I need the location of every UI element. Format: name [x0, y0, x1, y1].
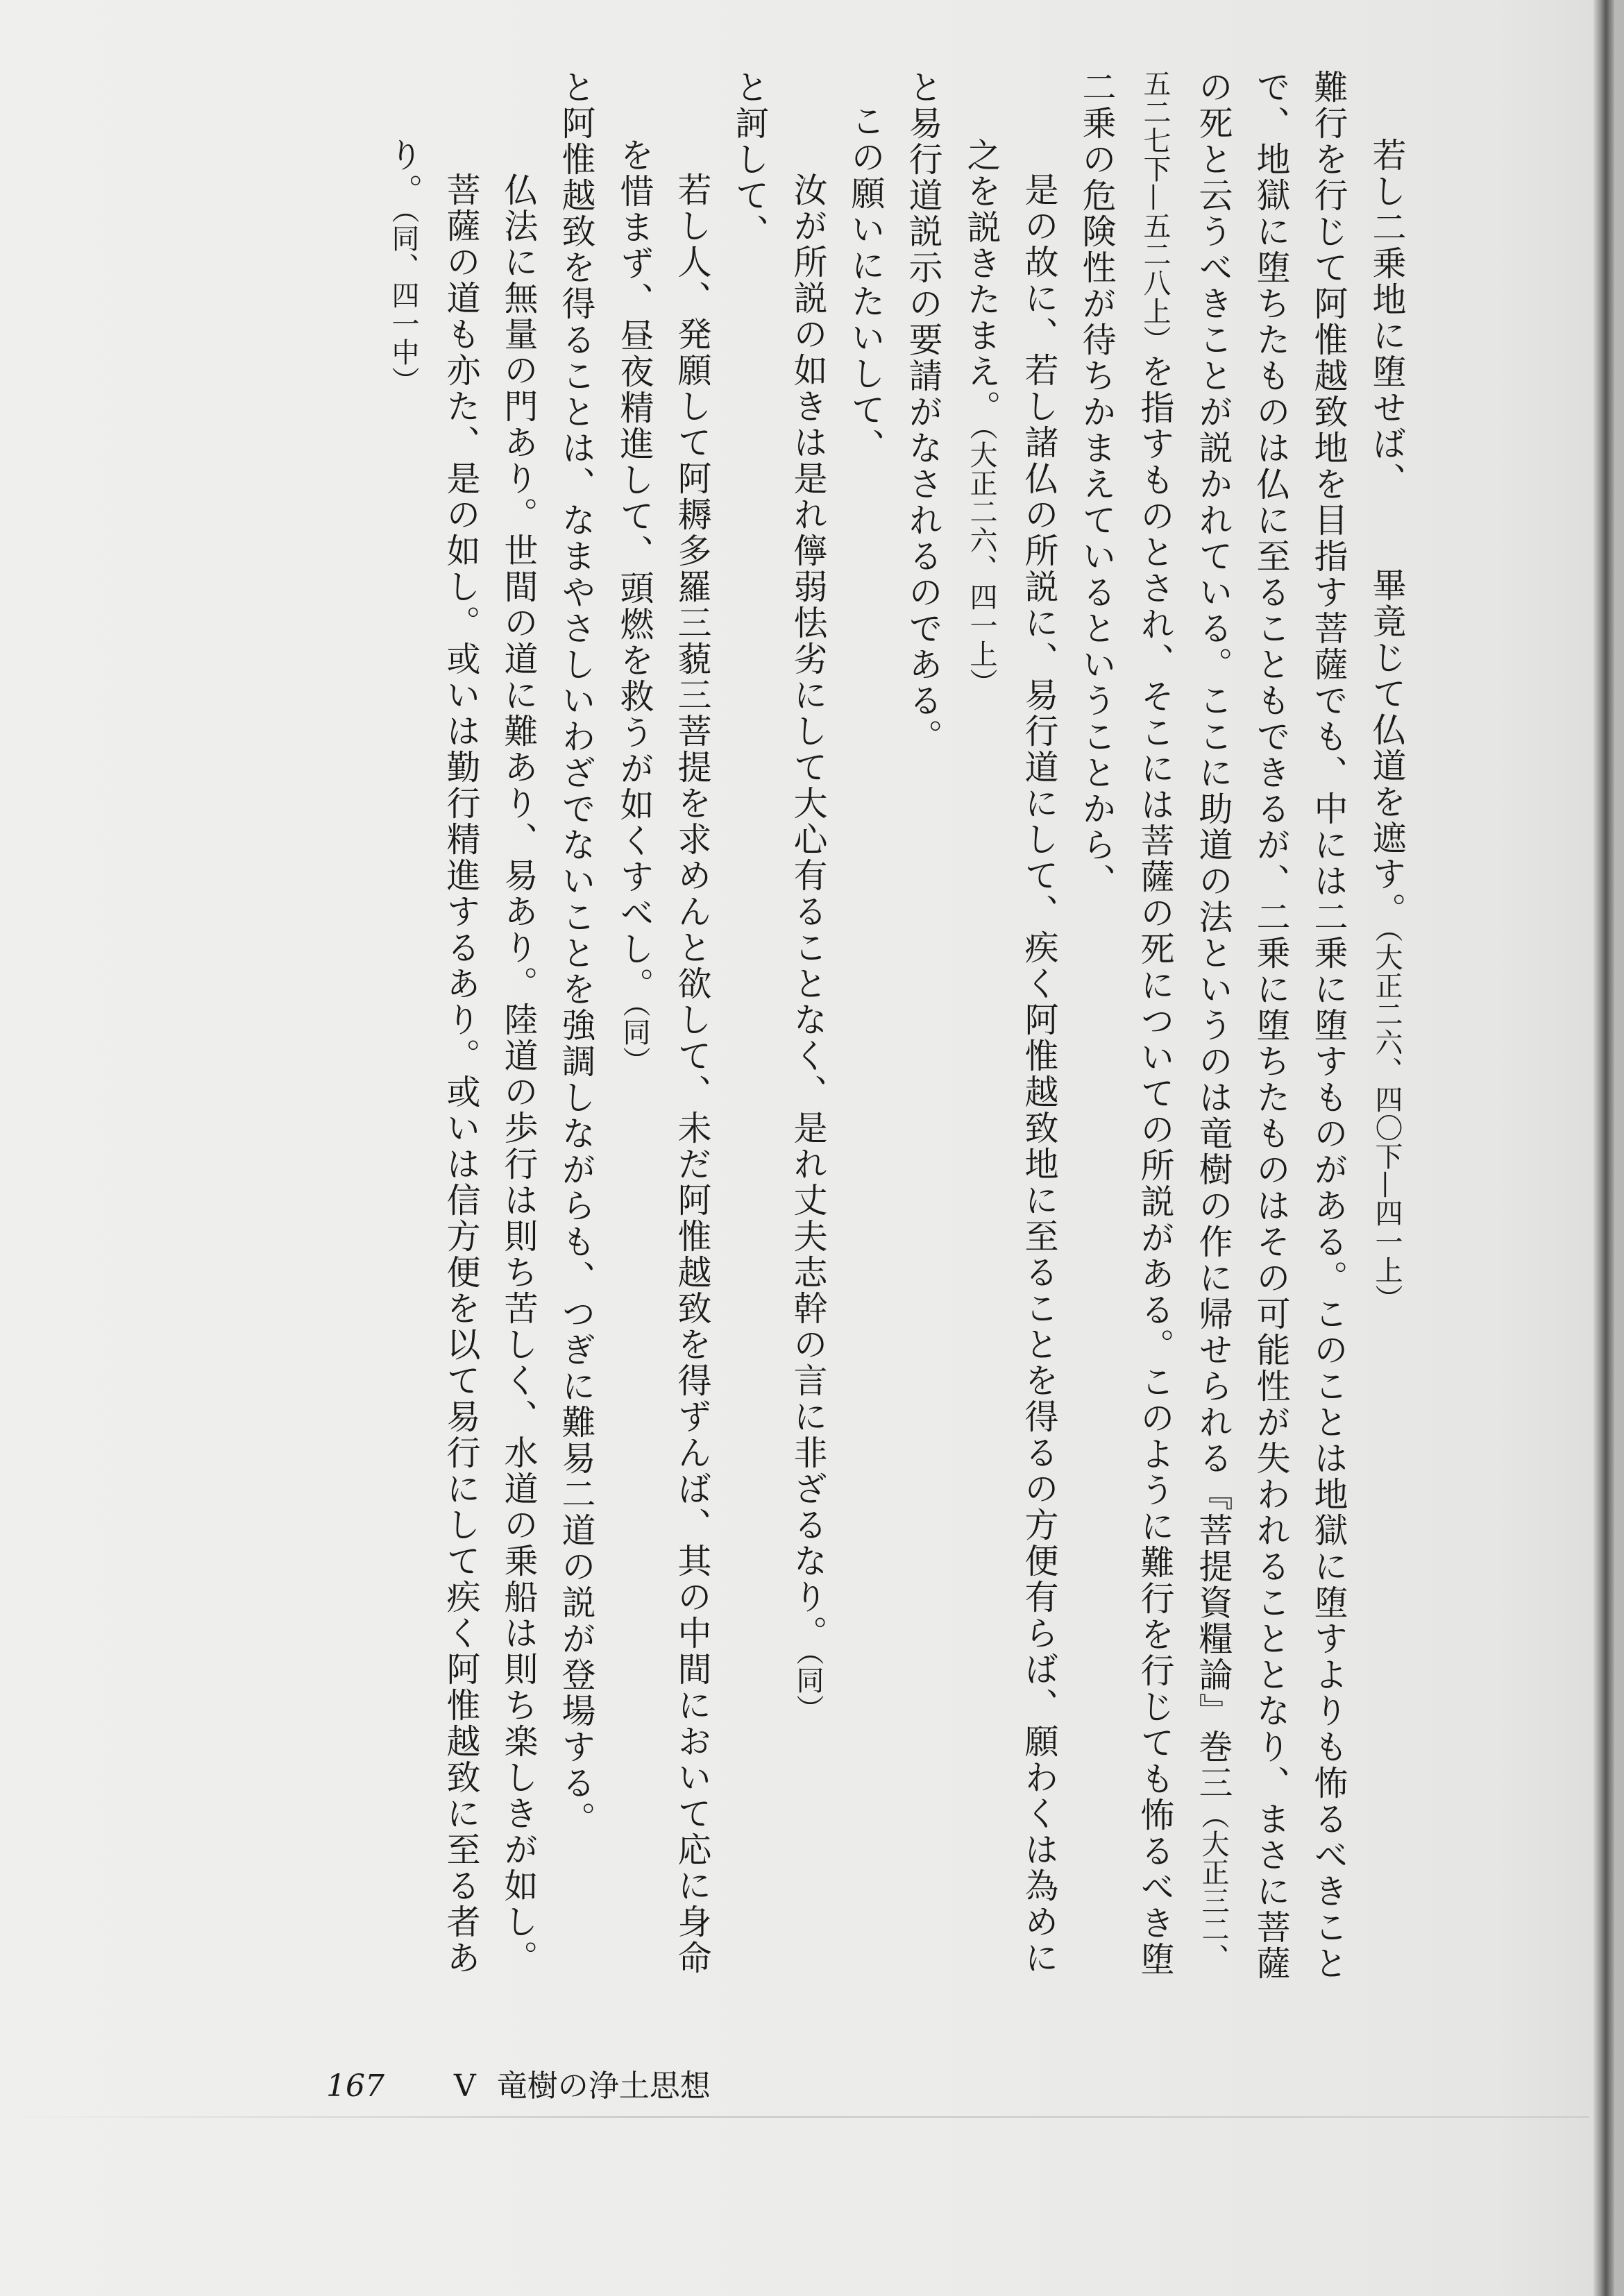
vertical-text-body	[153, 69, 1416, 1984]
quote-text: 是の故に、若し諸仏の所説に、易行道にして、疾く阿惟越致地に至ることを得るの方便有らば、願わくは為めに之を説きたまえ。	[962, 137, 1059, 1976]
quote-text: 菩薩の道も亦た、是の如し。或いは勤行精進するあり。或いは信方便を以て易行にして疾く阿惟越致に至る者あり。	[384, 137, 481, 1976]
citation: （大正三二、五二七下—五二八上）	[1139, 69, 1229, 1972]
body-line	[837, 69, 895, 1984]
citation: （大正二六、四一上）	[965, 426, 997, 697]
quote-block	[779, 69, 837, 1984]
page-footer	[326, 2062, 711, 2111]
body-text: を指すものとされ、そこには菩薩の死についての所説がある。このように難行を行じても怖るべき堕二乗の危険性が待ちかまえているということから、	[1077, 69, 1175, 1978]
quote-block	[490, 69, 548, 1984]
body-line	[721, 69, 779, 1984]
citation: （同、四一中）	[387, 210, 419, 395]
scan-line	[0, 2116, 1589, 2118]
chapter-title: 竜樹の浄土思想	[496, 2068, 711, 2104]
quote-line-1	[1357, 69, 1416, 1984]
body-text: と阿惟越致を得ることは、なまやさしいわざでないことを強調しながらも、つぎに難易二道の説が登場する。	[557, 69, 596, 1837]
citation: （同）	[618, 1003, 650, 1075]
quote-text: 畢竟じて仏道を遮す。	[1367, 568, 1407, 928]
body-text: 難行を行じて阿惟越致地を目指す菩薩でも、中には二乗に堕すものがある。このことは地獄に堕すよりも怖るべきことで、地獄に堕ちたものは仏に至ることもできるが、二乗に堕ちたものはその可能性が失われることとなり、まさに菩薩の死と云うべきことが説かれている。ここに助道の法というのは竜樹の作に帰せられる『菩提資糧論』巻三	[1194, 69, 1348, 1982]
citation: （大正二六、四〇下—四一上）	[1371, 928, 1403, 1313]
body-text: この願いにたいして、	[846, 103, 886, 464]
quote-block	[374, 69, 490, 1984]
quote-text: 若し二乗地に堕せば、	[1367, 137, 1407, 498]
quote-text: 汝が所説の如きは是れ儜弱怯劣にして大心有ることなく、是れ丈夫志幹の言に非ざるなり。	[788, 172, 828, 1651]
binding-shadow	[1593, 0, 1614, 2296]
quote-text: 仏法に無量の門あり。世間の道に難あり、易あり。陸道の歩行は則ち苦しく、水道の乗船は則ち楽しきが如し。	[499, 172, 539, 1976]
chapter-number: V	[453, 2068, 476, 2104]
quote-text: 若し人、発願して阿耨多羅三藐三菩提を求めんと欲して、未だ阿惟越致を得ずんば、其の中間において応に身命を惜まず、昼夜精進して、頭燃を救うが如くすべし。	[615, 137, 712, 1976]
body-text: と訶して、	[730, 69, 770, 250]
citation: （同）	[792, 1651, 824, 1723]
body-paragraph	[1068, 69, 1357, 1984]
body-line	[895, 69, 952, 1984]
body-text: と易行道説示の要請がなされるのである。	[904, 69, 943, 755]
quote-block	[605, 69, 721, 1984]
page-number: 167	[326, 2068, 384, 2104]
page-edge	[1614, 0, 1624, 2296]
body-line	[548, 69, 605, 1984]
quote-block	[952, 69, 1068, 1984]
